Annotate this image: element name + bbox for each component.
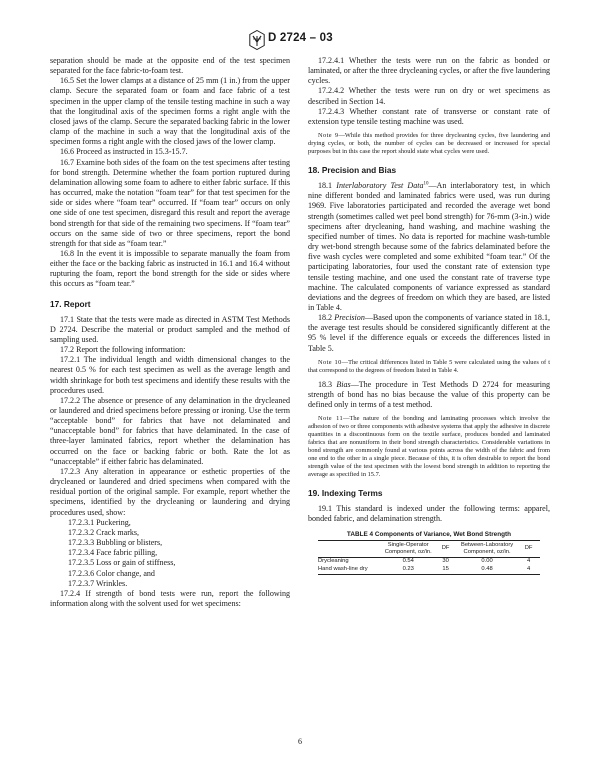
clause-title: Precision xyxy=(334,313,365,323)
note-label: Note 9 xyxy=(318,132,339,140)
paragraph: 17.2.4 If strength of bond tests were run, report the following information along with the solvent used for wet specimens: xyxy=(50,588,290,608)
section-heading: 19. Indexing Terms xyxy=(308,488,383,499)
note-text: —The nature of the bonding and laminating processes which involve the adhesion of two or three components with adhesive systems that apply the adhesive in discrete quantities in a discontinuous form on the textile surface, produces bonded and laminated fabrics that are nonuniform in their bond strength characteristics. Considerable variations in bond strength are commonly found at various points across the width of the fabric and from one end to the other in a single piece. Because of this, it is often desirable to report the bond strength value of the test specimen with the lowest bond strength in addition to reporting the average as specified in 15.7. xyxy=(308,415,550,479)
paragraph: 17.2.4.1 Whether the tests were run on the fabric as bonded or laminated, or after the three drycleaning cycles, or after the five laundering cycles. xyxy=(308,56,550,86)
table-header-cell: Single-Operator Component, oz/in. xyxy=(384,541,432,555)
paragraph xyxy=(308,313,550,354)
note-text: —The critical differences listed in Table 5 were calculated using the values of t that correspond to the degrees of freedom listed in Table 4. xyxy=(308,358,551,374)
table-cell: Drycleaning xyxy=(318,558,349,565)
table-cell: 0.00 xyxy=(481,558,493,565)
section-heading: 17. Report xyxy=(50,298,91,309)
table-row xyxy=(318,566,540,575)
table-header-cell: DF xyxy=(524,545,533,552)
variance-table xyxy=(318,540,540,575)
clause-text: —An interlaboratory test, in which nine different bonded and laminated fabrics were used, was run during 1969. Five laboratories participated and recorded the average wet bond strength (sometimes called wet peel bond strength) for 76-mm (3-in.) wide specimens after drycleaning, hand washing, and machine washing the specified number of times. No data is reported for machine wash-tumble dry wet-bond strength because some of the fabrics delaminated before the five wash cycles were completed and some exhibited “foam tear.” Of the participating laboratories, four used the constant rate of extension type tensile testing machine, and one used the constant rate of traverse type machine. The calculated components of variance expressed as standard deviations and the degrees of freedom on which they are based, are listed in Table 4. xyxy=(308,181,551,312)
page-header xyxy=(0,30,600,52)
table-row xyxy=(318,557,540,566)
paragraph: 16.7 Examine both sides of the foam on the test specimens after testing for bond strength. Determine whether the foam portion ruptured during delamination allowing some foam to adhere to either fabric surface. If this has occurred, make the notation “foam tear” for that test specimen for the side or sides where “foam tear” occurred. If “foam tear” occurs on only one side of one test specimen, disregard this result and report the average bond strength for that side of the remaining two specimens. If “foam tear” occurs on the same side of two or three specimens, report the bond strength for that side as “foam tear.” xyxy=(50,157,290,248)
list-item: 17.2.3.1 Puckering, xyxy=(68,517,131,527)
table-cell: 4 xyxy=(526,566,531,573)
clause-number: 18.3 xyxy=(318,379,333,389)
clause-text: —Based upon the components of variance stated in 18.1, the average test results should be considered significantly different at the 95 % level if the difference equals or exceeds the differences listed in Table 5. xyxy=(308,313,550,353)
table-cell: 0.23 xyxy=(402,566,414,573)
paragraph: 16.5 Set the lower clamps at a distance of 25 mm (1 in.) from the upper clamp. Secure the separated foam or foam and face fabric of a test specimen in the upper clamp of the tensile testing machine in such a way that the longitudinal axis of the specimen forms a right angle with the closed jaws of the clamp. Secure the separated backing fabric in the lower clamp of the machine in such a way that the longitudinal axis of the specimen forms a right angle with the closed jaws of the lower clamp. xyxy=(50,76,290,147)
list-item: 17.2.3.4 Face fabric pilling, xyxy=(68,548,158,558)
paragraph: 17.2.4.2 Whether the tests were run on dry or wet specimens as described in Section 14. xyxy=(308,86,550,106)
note-label: Note 10 xyxy=(318,358,342,366)
paragraph: 16.6 Proceed as instructed in 15.3-15.7. xyxy=(60,147,188,157)
note-11 xyxy=(308,415,550,479)
note-10 xyxy=(308,359,550,375)
table-cell: 4 xyxy=(526,558,531,565)
list-item: 17.2.3.2 Crack marks, xyxy=(68,527,140,537)
clause-number: 18.2 xyxy=(318,313,333,323)
note-label: Note 11 xyxy=(318,415,344,423)
section-heading: 18. Precision and Bias xyxy=(308,165,397,176)
paragraph: 19.1 This standard is indexed under the following terms: apparel, bonded fabric, and delamination strength. xyxy=(308,504,550,524)
table-cell: 0.48 xyxy=(481,566,493,573)
paragraph: 17.2.1 The individual length and width dimensional changes to the nearest 0.5 % for each test specimen as well as the average length and width shrinkage for both test specimens and identify these results with the procedures used. xyxy=(50,355,290,395)
paragraph xyxy=(308,181,550,313)
right-column xyxy=(308,56,550,575)
table-cell: 15 xyxy=(442,566,449,573)
list-item: 17.2.3.3 Bubbling or blisters, xyxy=(68,538,163,548)
document-designation: D 2724 – 03 xyxy=(268,32,333,44)
table-header-row xyxy=(318,540,540,557)
paragraph: 17.1 State that the tests were made as directed in ASTM Test Methods D 2724. Describe the material or product sampled and the method of sampling used. xyxy=(50,314,290,344)
table-header-cell xyxy=(318,540,382,557)
paragraph: 17.2.3 Any alteration in appearance or esthetic properties of the drycleaned or laundered and dried specimens when compared with the residual portion of the original sample. For example, report whether the specimens, identified by the drycleaning or laundering and drying procedures used, show: xyxy=(50,466,290,517)
clause-text: —The procedure in Test Methods D 2724 for measuring strength of bond has no bias because the value of this property can be defined only in terms of a test method. xyxy=(308,379,550,410)
table-cell: 0.54 xyxy=(402,558,414,565)
astm-logo xyxy=(249,30,265,50)
paragraph: 16.8 In the event it is impossible to separate manually the foam from either the face or the backing fabric as instructed in 16.1 and 16.4 without rupturing the foam, report the bond strength for the side or sides where this occurs as “foam tear.” xyxy=(50,248,290,289)
list-item: 17.2.3.6 Color change, and xyxy=(68,568,155,578)
list-item: 17.2.3.5 Loss or gain of stiffness, xyxy=(68,558,176,568)
page-number: 6 xyxy=(298,737,302,746)
note-text: —While this method provides for three drycleaning cycles, five laundering and drying cycles, or both, the number of cycles can be decreased or increased for special purposes but in this case the report should state what cycles were used. xyxy=(308,132,550,156)
table-header-cell: Between-Laboratory Component, oz/in. xyxy=(460,541,514,555)
clause-title: Bias xyxy=(336,379,351,389)
paragraph: 17.2 Report the following information: xyxy=(60,345,186,355)
table-cell: 30 xyxy=(442,558,449,565)
paragraph: 17.2.2 The absence or presence of any delamination in the drycleaned or laundered and dried specimens before pressing or ironing. Use the term “acceptable bond” for fabrics that have not delaminated and “unacceptable bond” for fabrics that have delaminated. In the case of three-layer laminated fabrics, report whether the delamination has occurred on the face or backing fabric or both. Rate the lot as “unacceptable” if either fabric has delaminated. xyxy=(50,395,290,466)
table-header-cell: DF xyxy=(441,545,450,552)
table-cell: Hand wash-line dry xyxy=(318,566,368,573)
table-title: TABLE 4 Components of Variance, Wet Bond Strength xyxy=(346,530,512,538)
paragraph xyxy=(308,380,550,410)
footnote-ref[interactable]: 10 xyxy=(423,181,429,187)
paragraph: separation should be made at the opposite end of the test specimen separated for the face fabric-to-foam test. xyxy=(50,56,290,76)
clause-number: 18.1 xyxy=(318,181,333,191)
list-item: 17.2.3.7 Wrinkles. xyxy=(68,578,128,588)
paragraph: 17.2.4.3 Whether constant rate of transverse or constant rate of extension type tensile testing machine was used. xyxy=(308,106,550,126)
clause-title: Interlaboratory Test Data xyxy=(336,181,424,191)
left-column xyxy=(50,56,290,609)
note-9 xyxy=(308,132,550,156)
